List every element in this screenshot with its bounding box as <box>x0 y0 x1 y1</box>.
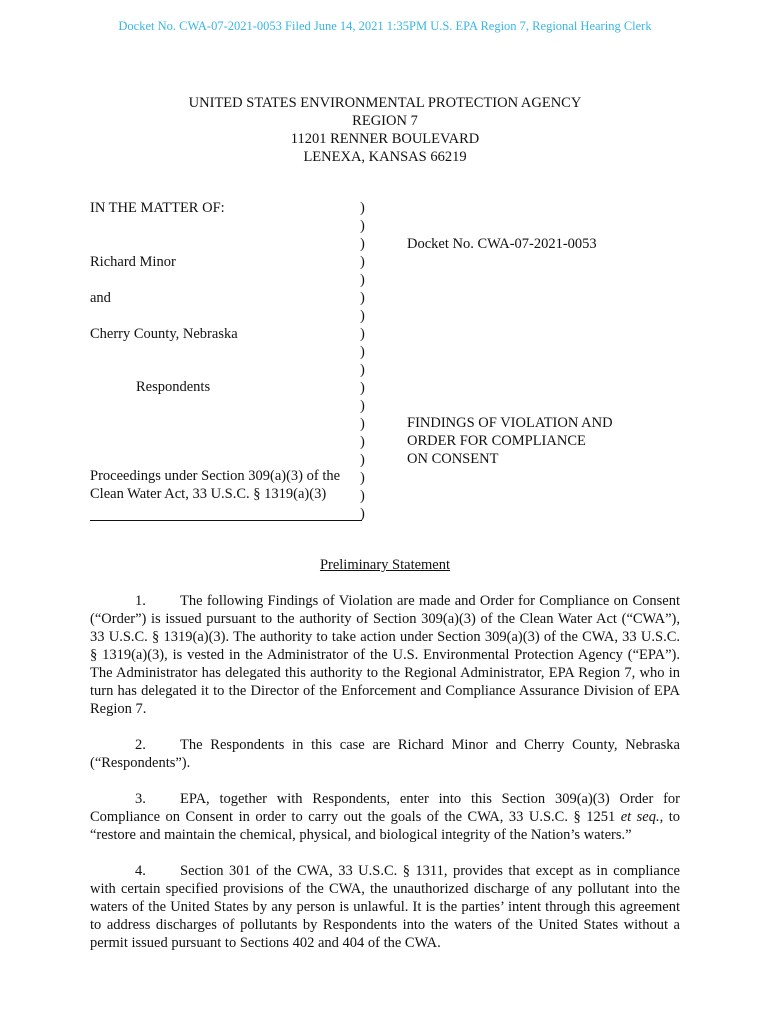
docket-number: Docket No. CWA-07-2021-0053 <box>407 236 597 252</box>
section-heading: Preliminary Statement <box>319 557 451 573</box>
caption-paren: ) <box>360 362 365 378</box>
paragraph-text: EPA, together with Respondents, enter into this Section 309(a)(3) Order for Compliance on Consent in order to carry out the goals of the CWA, 33 U.S.C. § 1251 <box>90 791 680 825</box>
agency-heading <box>0 94 770 166</box>
paragraph-text: The Respondents in this case are Richard Minor and Cherry County, Nebraska (“Respondents”). <box>90 737 680 771</box>
proceedings-line-2: Clean Water Act, 33 U.S.C. § 1319(a)(3) <box>90 486 327 502</box>
filing-stamp: Docket No. CWA-07-2021-0053 Filed June 14, 2021 1:35PM U.S. EPA Region 7, Regional Hearing Clerk <box>118 19 652 33</box>
caption-paren: ) <box>360 470 365 486</box>
case-caption <box>90 200 690 530</box>
paragraph-text: The following Findings of Violation are made and Order for Compliance on Consent (“Order”) is issued pursuant to the authority of Section 309(a)(3) of the Clean Water Act (“CWA”), 33 U.S.C. § 1319(a)(3). The authority to take action under Section 309(a)(3) of the CWA, 33 U.S.C. § 1319(a)(3), is vested in the Administrator of the U.S. Environmental Protection Agency (“EPA”). The Administrator has delegated this authority to the Regional Administrator, EPA Region 7, who in turn has delegated it to the Director of the Enforcement and Compliance Assurance Division of EPA Region 7. <box>90 593 680 717</box>
document-body <box>90 556 680 970</box>
numbered-paragraph <box>90 592 680 718</box>
agency-name: UNITED STATES ENVIRONMENTAL PROTECTION AGENCY <box>188 95 582 111</box>
document-title-line-2: ORDER FOR COMPLIANCE <box>407 433 586 449</box>
respondent-county: Cherry County, Nebraska <box>90 326 238 342</box>
proceedings-line-1: Proceedings under Section 309(a)(3) of the <box>90 468 341 484</box>
caption-paren: ) <box>360 506 365 522</box>
paragraph-number: 4. <box>135 863 146 879</box>
matter-label: IN THE MATTER OF: <box>90 200 225 216</box>
caption-paren: ) <box>360 416 365 432</box>
respondent-name: Richard Minor <box>90 254 176 270</box>
caption-paren: ) <box>360 452 365 468</box>
caption-paren: ) <box>360 308 365 324</box>
agency-city: LENEXA, KANSAS 66219 <box>303 149 467 165</box>
caption-paren: ) <box>360 218 365 234</box>
paragraph-italic-text: et seq. <box>620 809 660 825</box>
caption-paren: ) <box>360 290 365 306</box>
numbered-paragraph <box>90 790 680 844</box>
numbered-paragraph <box>90 736 680 772</box>
document-title-line-1: FINDINGS OF VIOLATION AND <box>407 415 613 431</box>
caption-paren: ) <box>360 434 365 450</box>
paragraph-text: Section 301 of the CWA, 33 U.S.C. § 1311, provides that except as in compliance with certain specified provisions of the CWA, the unauthorized discharge of any pollutant into the waters of the United States by any person is unlawful. It is the parties’ intent through this agreement to address discharges of pollutants by Respondents into the waters of the United States without a permit issued pursuant to Sections 402 and 404 of the CWA. <box>90 863 680 951</box>
caption-paren: ) <box>360 488 365 504</box>
caption-paren: ) <box>360 380 365 396</box>
numbered-paragraph <box>90 862 680 952</box>
caption-paren: ) <box>360 236 365 252</box>
respondents-label: Respondents <box>136 379 211 395</box>
document-title-line-3: ON CONSENT <box>407 451 499 467</box>
caption-paren: ) <box>360 398 365 414</box>
conjunction: and <box>90 290 111 306</box>
caption-paren: ) <box>360 200 365 216</box>
paragraph-number: 3. <box>135 791 146 807</box>
caption-paren: ) <box>360 344 365 360</box>
paragraph-text: , to “restore and maintain the chemical, physical, and biological integrity of the Nation’s waters.” <box>90 809 681 843</box>
caption-paren: ) <box>360 272 365 288</box>
paragraph-number: 2. <box>135 737 146 753</box>
agency-region: REGION 7 <box>352 113 418 129</box>
caption-divider <box>90 520 362 521</box>
caption-paren: ) <box>360 254 365 270</box>
paragraph-number: 1. <box>135 593 146 609</box>
caption-paren: ) <box>360 326 365 342</box>
agency-street: 11201 RENNER BOULEVARD <box>290 131 480 147</box>
